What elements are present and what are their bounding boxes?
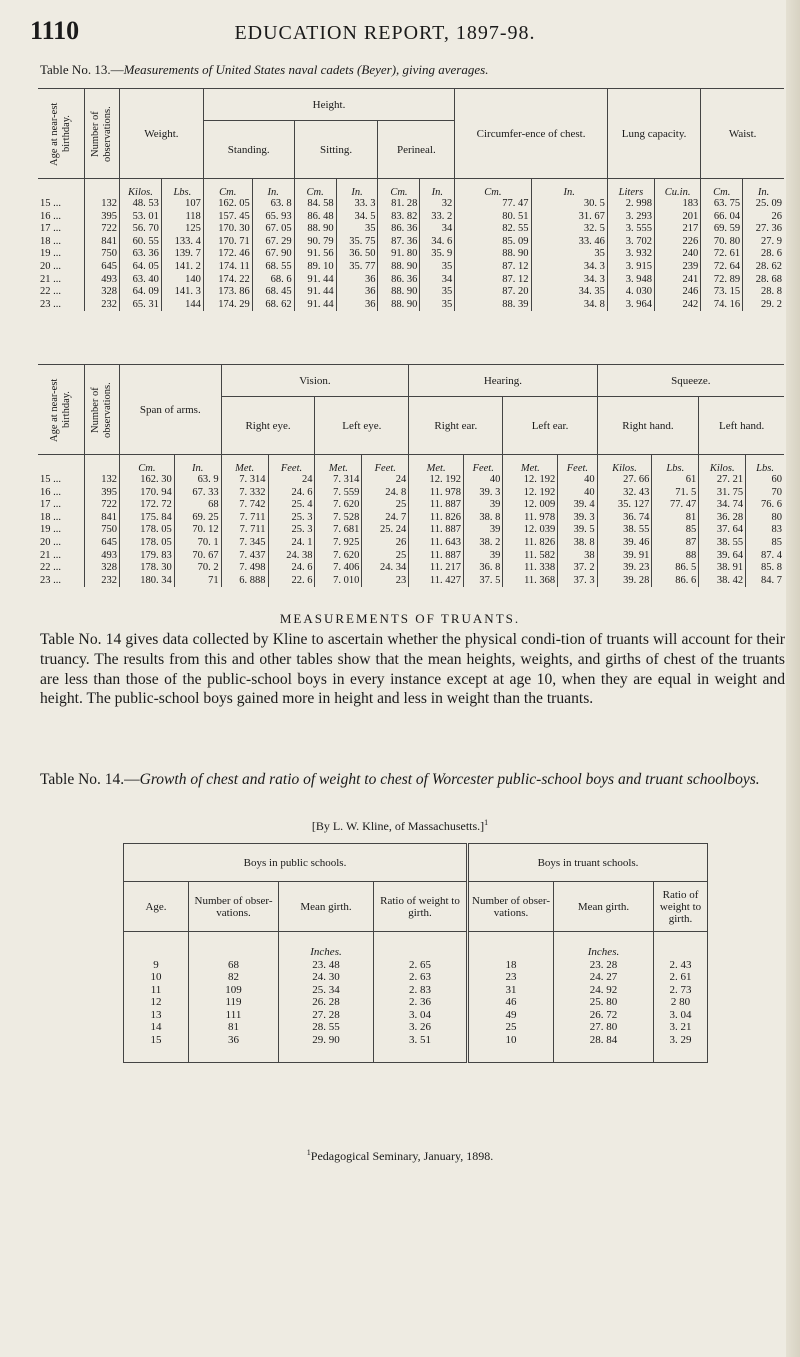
col-sitting: Sitting. <box>294 121 378 179</box>
table-row: 22 ... 328 178. 30 70. 2 7. 498 24. 6 7. 406 24. 34 11. 217 36. 8 11. 338 37. 2 39. 23 86. 5 38. 91 85. 8 <box>40 562 782 574</box>
table13-caption <box>40 62 488 78</box>
table-row: 9 68 23. 48 2. 65 18 23. 28 2. 43 <box>124 959 708 972</box>
col-observations: Number of observations. <box>85 365 120 455</box>
table-row: 15 ... 132 162. 30 63. 9 7. 314 24 7. 314 24 12. 192 40 12. 192 40 27. 66 61 27. 21 60 <box>40 474 782 485</box>
col-observations: Number of obser-vations. <box>189 882 279 932</box>
col-right-hand: Right hand. <box>597 397 699 455</box>
table-row: 13 111 27. 28 3. 04 49 26. 72 3. 04 <box>124 1009 708 1022</box>
table-row: 14 81 28. 55 3. 26 25 27. 80 3. 21 <box>124 1021 708 1034</box>
col-squeeze: Squeeze. <box>597 365 784 397</box>
table-row: 10 82 24. 30 2. 63 23 24. 27 2. 61 <box>124 971 708 984</box>
col-public-schools: Boys in public schools. <box>124 844 468 882</box>
col-perineal: Perineal. <box>378 121 455 179</box>
col-observations-truant: Number of obser-vations. <box>468 882 554 932</box>
table-row: 17 ... 722 56. 70 125 170. 30 67. 05 88. 90 35 86. 36 34 82. 55 32. 5 3. 555 217 69. 59 27. 36 <box>40 223 782 235</box>
table-row: 19 ... 750 63. 36 139. 7 172. 46 67. 90 91. 56 36. 50 91. 80 35. 9 88. 90 35 3. 932 240 72. 61 28. 6 <box>40 248 782 260</box>
running-title: EDUCATION REPORT, 1897-98. <box>234 22 536 44</box>
table-row: 20 ... 645 64. 05 141. 2 174. 11 68. 55 89. 10 35. 77 88. 90 35 87. 12 34. 3 3. 915 239 72. 64 28. 62 <box>40 260 782 272</box>
units-row: Inches. Inches. <box>124 932 708 959</box>
col-weight: Weight. <box>120 89 204 179</box>
col-right-ear: Right ear. <box>409 397 503 455</box>
units-row: Kilos. Lbs. Cm. In. Cm. In. Cm. In. Cm. In. Liters Cu.in. Cm. In. <box>38 179 784 199</box>
table13-measurements <box>38 88 784 311</box>
col-age: Age at near-est birthday. <box>38 89 85 179</box>
col-truant-schools: Boys in truant schools. <box>468 844 708 882</box>
col-ratio: Ratio of weight to girth. <box>374 882 468 932</box>
table-row: 23 ... 232 65. 31 144 174. 29 68. 62 91. 44 36 88. 90 35 88. 39 34. 8 3. 964 242 74. 16 29. 2 <box>40 298 782 310</box>
col-left-eye: Left eye. <box>315 397 409 455</box>
table-row: 11 109 25. 34 2. 83 31 24. 92 2. 73 <box>124 984 708 997</box>
table13-caption-title: Measurements of United States naval cadets (Beyer), giving averages. <box>123 62 489 77</box>
table14-caption-title: Growth of chest and ratio of weight to chest of Worcester public-school boys and truant schoolboys. <box>139 771 760 788</box>
table-row: 21 ... 493 179. 83 70. 67 7. 437 24. 38 7. 620 25 11. 887 39 11. 582 38 39. 91 88 39. 64 87. 4 <box>40 549 782 561</box>
body-paragraph: Table No. 14 gives data collected by Kline to ascertain whether the physical condi-tion of truants will account for their truancy. The results from this and other tables show that the mean heights, weights, and girths of chest of the truants are less than those of the public-school boys in every instance except at age 10, when they are equal in weight and height. The public-school boys gained more in height and less in weight than the truants. <box>40 631 785 708</box>
table-row: 19 ... 750 178. 05 70. 12 7. 711 25. 3 7. 681 25. 24 11. 887 39 12. 039 39. 5 38. 55 85 37. 64 83 <box>40 524 782 536</box>
table14-credit: [By L. W. Kline, of Massachusetts.]$^1$ <box>311 818 489 833</box>
table-row: 16 ... 395 53. 01 118 157. 45 65. 93 86. 48 34. 5 83. 82 33. 2 80. 51 31. 67 3. 293 201 66. 04 26 <box>40 210 782 222</box>
col-left-hand: Left hand. <box>699 397 784 455</box>
col-vision: Vision. <box>221 365 409 397</box>
table-row: 15 36 29. 90 3. 51 10 28. 84 3. 29 <box>124 1034 708 1063</box>
col-age: Age at near-est birthday. <box>38 365 85 455</box>
col-ratio-truant: Ratio of weight to girth. <box>654 882 708 932</box>
section-heading: MEASUREMENTS OF TRUANTS. <box>279 611 521 626</box>
col-lung: Lung capacity. <box>607 89 700 179</box>
col-left-ear: Left ear. <box>503 397 597 455</box>
table-row: 22 ... 328 64. 09 141. 3 173. 86 68. 45 91. 44 36 88. 90 35 87. 20 34. 35 4. 030 246 73. 15 28. 8 <box>40 286 782 298</box>
table-row: 12 119 26. 28 2. 36 46 25. 80 2 80 <box>124 996 708 1009</box>
col-observations: Number of observations. <box>85 89 120 179</box>
table13-continued <box>38 364 784 587</box>
col-standing: Standing. <box>203 121 294 179</box>
footnote: $^1$Pedagogical Seminary, January, 1898. <box>306 1148 494 1163</box>
col-mean-girth-truant: Mean girth. <box>554 882 654 932</box>
col-chest: Circumfer-ence of chest. <box>455 89 608 179</box>
table-row: 23 ... 232 180. 34 71 6. 888 22. 6 7. 010 23 11. 427 37. 5 11. 368 37. 3 39. 28 86. 6 38. 42 84. 7 <box>40 574 782 586</box>
col-mean-girth: Mean girth. <box>279 882 374 932</box>
col-height: Height. <box>203 89 454 121</box>
table-row: 18 ... 841 60. 55 133. 4 170. 71 67. 29 90. 79 35. 75 87. 36 34. 6 85. 09 33. 46 3. 702 226 70. 80 27. 9 <box>40 235 782 247</box>
col-waist: Waist. <box>701 89 784 179</box>
col-span: Span of arms. <box>120 365 222 455</box>
table-row: 18 ... 841 175. 84 69. 25 7. 711 25. 3 7. 528 24. 7 11. 826 38. 8 11. 978 39. 3 36. 74 81 36. 28 80 <box>40 511 782 523</box>
units-row: Cm. In. Met. Feet. Met. Feet. Met. Feet. Met. Feet. Kilos. Lbs. Kilos. Lbs. <box>38 455 784 475</box>
table14-caption <box>40 770 785 790</box>
col-age: Age. <box>124 882 189 932</box>
table-row: 20 ... 645 178. 05 70. 1 7. 345 24. 1 7. 925 26 11. 643 38. 2 11. 826 38. 8 39. 46 87 38. 55 85 <box>40 536 782 548</box>
table13-caption-prefix: Table No. 13.— <box>40 62 124 77</box>
col-right-eye: Right eye. <box>221 397 315 455</box>
table-row: 21 ... 493 63. 40 140 174. 22 68. 6 91. 44 36 86. 36 34 87. 12 34. 3 3. 948 241 72. 89 28. 68 <box>40 273 782 285</box>
table14-chest-growth <box>123 843 708 1063</box>
col-hearing: Hearing. <box>409 365 597 397</box>
table-row: 17 ... 722 172. 72 68 7. 742 25. 4 7. 620 25 11. 887 39 12. 009 39. 4 35. 127 77. 47 34. 74 76. 6 <box>40 499 782 511</box>
page-number: 1110 <box>30 16 80 45</box>
page-edge <box>786 0 800 1357</box>
table-row: 16 ... 395 170. 94 67. 33 7. 332 24. 6 7. 559 24. 8 11. 978 39. 3 12. 192 40 32. 43 71. 5 31. 75 70 <box>40 486 782 498</box>
table14-caption-prefix: Table No. 14.— <box>40 771 140 788</box>
table-row: 15 ... 132 48. 53 107 162. 05 63. 8 84. 58 33. 3 81. 28 32 77. 47 30. 5 2. 998 183 63. 75 25. 09 <box>40 198 782 209</box>
running-header <box>30 16 740 46</box>
